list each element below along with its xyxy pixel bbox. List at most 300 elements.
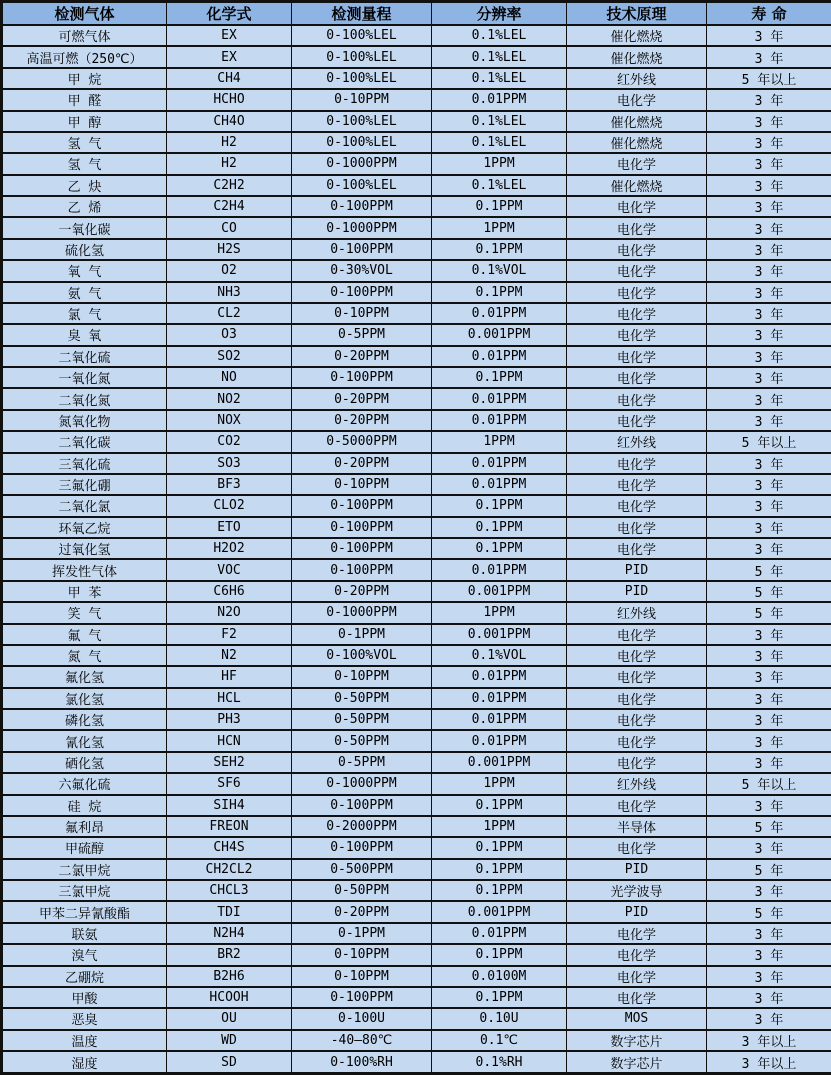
cell-formula: C2H4 [167,196,292,217]
table-row [2,111,831,132]
cell-lifespan: 3 年 [707,517,831,538]
cell-principle: PID [567,859,707,880]
column-header-gas: 检测气体 [2,2,167,26]
cell-formula: SO3 [167,453,292,474]
cell-gas: 三氟化硼 [2,474,167,495]
cell-resolution: 0.1%RH [432,1051,567,1074]
cell-range: 0-500PPM [292,859,432,880]
table-row [2,68,831,89]
table-row [2,46,831,67]
table-row [2,388,831,409]
cell-principle: 电化学 [567,388,707,409]
cell-gas: 六氟化硫 [2,773,167,794]
cell-principle: 电化学 [567,795,707,816]
cell-lifespan: 5 年 [707,602,831,623]
cell-principle: 电化学 [567,495,707,516]
cell-gas: 氮氧化物 [2,410,167,431]
cell-principle: 电化学 [567,453,707,474]
cell-range: 0-100PPM [292,196,432,217]
header-row [2,2,831,26]
cell-formula: SEH2 [167,752,292,773]
cell-resolution: 0.1PPM [432,944,567,965]
cell-lifespan: 3 年 [707,752,831,773]
cell-lifespan: 3 年 [707,837,831,858]
cell-resolution: 0.1%VOL [432,260,567,281]
cell-gas: 甲酸 [2,987,167,1008]
cell-range: 0-20PPM [292,410,432,431]
cell-gas: 甲 烷 [2,68,167,89]
cell-principle: 电化学 [567,730,707,751]
cell-formula: PH3 [167,709,292,730]
cell-formula: CHCL3 [167,880,292,901]
cell-gas: 甲 醛 [2,89,167,110]
table-body [2,25,831,1074]
cell-resolution: 0.1%LEL [432,46,567,67]
table-row [2,453,831,474]
cell-formula: CH4O [167,111,292,132]
column-header-formula: 化学式 [167,2,292,26]
table-row [2,431,831,452]
cell-resolution: 0.1PPM [432,987,567,1008]
cell-resolution: 1PPM [432,431,567,452]
cell-range: 0-1000PPM [292,773,432,794]
cell-gas: 硫化氢 [2,239,167,260]
cell-lifespan: 3 年 [707,25,831,46]
cell-principle: 电化学 [567,260,707,281]
cell-principle: 电化学 [567,987,707,1008]
cell-lifespan: 3 年 [707,410,831,431]
cell-formula: SO2 [167,346,292,367]
cell-principle: 电化学 [567,324,707,345]
cell-range: 0-10PPM [292,474,432,495]
table-row [2,217,831,238]
cell-lifespan: 3 年 [707,324,831,345]
cell-resolution: 0.1℃ [432,1030,567,1051]
cell-lifespan: 3 年 [707,944,831,965]
cell-resolution: 0.1PPM [432,517,567,538]
cell-lifespan: 3 年 [707,282,831,303]
table-row [2,1008,831,1029]
cell-resolution: 0.001PPM [432,624,567,645]
cell-range: 0-20PPM [292,581,432,602]
cell-lifespan: 3 年 [707,1008,831,1029]
cell-gas: 氨 气 [2,282,167,303]
cell-resolution: 0.1PPM [432,538,567,559]
cell-principle: 红外线 [567,602,707,623]
cell-principle: PID [567,901,707,922]
cell-range: 0-1000PPM [292,153,432,174]
cell-principle: 电化学 [567,966,707,987]
cell-resolution: 0.01PPM [432,730,567,751]
table-row [2,153,831,174]
cell-range: 0-20PPM [292,453,432,474]
cell-gas: 挥发性气体 [2,559,167,580]
cell-formula: EX [167,25,292,46]
cell-principle: 红外线 [567,68,707,89]
cell-lifespan: 3 年 [707,132,831,153]
cell-formula: CH2CL2 [167,859,292,880]
cell-range: 0-20PPM [292,388,432,409]
cell-lifespan: 3 年 [707,111,831,132]
cell-range: 0-100PPM [292,282,432,303]
cell-range: 0-20PPM [292,901,432,922]
table-row [2,666,831,687]
cell-range: 0-10PPM [292,966,432,987]
cell-formula: BF3 [167,474,292,495]
cell-range: 0-50PPM [292,880,432,901]
cell-formula: SF6 [167,773,292,794]
cell-principle: 电化学 [567,303,707,324]
cell-principle: 电化学 [567,410,707,431]
cell-gas: 硅 烷 [2,795,167,816]
cell-lifespan: 5 年 [707,901,831,922]
cell-principle: 电化学 [567,645,707,666]
cell-resolution: 0.1PPM [432,859,567,880]
cell-resolution: 0.01PPM [432,474,567,495]
cell-gas: 一氧化氮 [2,367,167,388]
cell-resolution: 0.1%LEL [432,25,567,46]
cell-lifespan: 3 年 [707,153,831,174]
cell-formula: BR2 [167,944,292,965]
cell-resolution: 0.01PPM [432,709,567,730]
cell-principle: 电化学 [567,367,707,388]
table-row [2,880,831,901]
cell-resolution: 0.1PPM [432,282,567,303]
cell-formula: WD [167,1030,292,1051]
cell-principle: 电化学 [567,923,707,944]
cell-formula: H2 [167,132,292,153]
cell-gas: 氟 气 [2,624,167,645]
cell-resolution: 1PPM [432,217,567,238]
cell-principle: 电化学 [567,624,707,645]
cell-range: 0-100PPM [292,559,432,580]
cell-gas: 氮 气 [2,645,167,666]
cell-formula: HCOOH [167,987,292,1008]
cell-lifespan: 5 年以上 [707,431,831,452]
cell-gas: 二氧化氯 [2,495,167,516]
cell-formula: NO [167,367,292,388]
cell-resolution: 0.1PPM [432,795,567,816]
column-header-principle: 技术原理 [567,2,707,26]
cell-principle: 催化燃烧 [567,132,707,153]
cell-principle: 光学波导 [567,880,707,901]
cell-range: 0-5PPM [292,752,432,773]
cell-gas: 二氧化碳 [2,431,167,452]
table-row [2,581,831,602]
cell-gas: 乙硼烷 [2,966,167,987]
cell-lifespan: 3 年 [707,709,831,730]
cell-principle: 电化学 [567,517,707,538]
cell-lifespan: 3 年 [707,645,831,666]
column-header-range: 检测量程 [292,2,432,26]
table-row [2,730,831,751]
table-row [2,837,831,858]
cell-resolution: 0.1PPM [432,196,567,217]
cell-resolution: 0.001PPM [432,901,567,922]
cell-principle: 电化学 [567,666,707,687]
cell-range: 0-50PPM [292,688,432,709]
table-row [2,474,831,495]
cell-lifespan: 3 年 [707,346,831,367]
cell-formula: CH4 [167,68,292,89]
cell-formula: NH3 [167,282,292,303]
cell-formula: H2O2 [167,538,292,559]
cell-principle: 电化学 [567,752,707,773]
cell-range: 0-30%VOL [292,260,432,281]
cell-range: 0-100PPM [292,538,432,559]
cell-principle: 电化学 [567,153,707,174]
cell-formula: CO2 [167,431,292,452]
cell-principle: 电化学 [567,944,707,965]
cell-formula: CH4S [167,837,292,858]
cell-lifespan: 5 年 [707,581,831,602]
cell-formula: HF [167,666,292,687]
cell-gas: 甲 苯 [2,581,167,602]
cell-lifespan: 5 年以上 [707,773,831,794]
cell-formula: C2H2 [167,175,292,196]
table-row [2,987,831,1008]
cell-resolution: 0.01PPM [432,388,567,409]
cell-formula: TDI [167,901,292,922]
cell-gas: 过氧化氢 [2,538,167,559]
cell-lifespan: 3 年 [707,795,831,816]
cell-gas: 甲 醇 [2,111,167,132]
cell-formula: VOC [167,559,292,580]
cell-resolution: 1PPM [432,602,567,623]
cell-resolution: 0.0100M [432,966,567,987]
cell-range: 0-5PPM [292,324,432,345]
cell-resolution: 0.1%LEL [432,132,567,153]
cell-lifespan: 3 年 [707,239,831,260]
table-row [2,688,831,709]
cell-resolution: 1PPM [432,816,567,837]
column-header-lifespan: 寿 命 [707,2,831,26]
cell-range: 0-2000PPM [292,816,432,837]
cell-lifespan: 3 年 [707,666,831,687]
table-row [2,25,831,46]
cell-range: -40—80℃ [292,1030,432,1051]
table-row [2,923,831,944]
cell-gas: 氟化氢 [2,666,167,687]
cell-formula: SD [167,1051,292,1074]
cell-resolution: 0.01PPM [432,410,567,431]
cell-principle: 电化学 [567,837,707,858]
cell-range: 0-1000PPM [292,602,432,623]
cell-lifespan: 3 年 [707,624,831,645]
cell-formula: ETO [167,517,292,538]
cell-principle: 催化燃烧 [567,175,707,196]
cell-formula: F2 [167,624,292,645]
cell-gas: 氢 气 [2,153,167,174]
cell-range: 0-100%LEL [292,25,432,46]
table-row [2,410,831,431]
cell-resolution: 0.1PPM [432,239,567,260]
table-row [2,709,831,730]
cell-principle: 电化学 [567,474,707,495]
cell-range: 0-10PPM [292,944,432,965]
cell-range: 0-1PPM [292,923,432,944]
cell-resolution: 0.001PPM [432,324,567,345]
cell-resolution: 0.1PPM [432,495,567,516]
cell-principle: 电化学 [567,89,707,110]
cell-gas: 可燃气体 [2,25,167,46]
cell-gas: 溴气 [2,944,167,965]
cell-formula: H2 [167,153,292,174]
cell-formula: EX [167,46,292,67]
cell-resolution: 0.01PPM [432,303,567,324]
cell-lifespan: 3 年 [707,367,831,388]
cell-lifespan: 3 年 [707,196,831,217]
cell-formula: OU [167,1008,292,1029]
cell-principle: PID [567,559,707,580]
cell-range: 0-100PPM [292,837,432,858]
cell-range: 0-50PPM [292,730,432,751]
table-row [2,966,831,987]
cell-formula: B2H6 [167,966,292,987]
table-row [2,859,831,880]
cell-resolution: 0.1%LEL [432,68,567,89]
table-row [2,517,831,538]
cell-lifespan: 3 年 [707,688,831,709]
cell-resolution: 0.1PPM [432,367,567,388]
cell-principle: 电化学 [567,282,707,303]
cell-range: 0-100U [292,1008,432,1029]
table-row [2,538,831,559]
cell-gas: 笑 气 [2,602,167,623]
table-row [2,239,831,260]
table-row [2,624,831,645]
cell-lifespan: 3 年 [707,987,831,1008]
table-row [2,816,831,837]
cell-lifespan: 3 年 [707,175,831,196]
cell-range: 0-5000PPM [292,431,432,452]
cell-gas: 一氧化碳 [2,217,167,238]
cell-principle: 电化学 [567,688,707,709]
cell-formula: O3 [167,324,292,345]
cell-principle: 电化学 [567,709,707,730]
cell-gas: 乙 炔 [2,175,167,196]
cell-range: 0-50PPM [292,709,432,730]
cell-formula: FREON [167,816,292,837]
table-row [2,324,831,345]
cell-gas: 氢 气 [2,132,167,153]
table-row [2,175,831,196]
cell-principle: 电化学 [567,217,707,238]
cell-range: 0-100PPM [292,495,432,516]
cell-resolution: 0.01PPM [432,453,567,474]
cell-gas: 温度 [2,1030,167,1051]
cell-lifespan: 3 年 [707,923,831,944]
table-row [2,795,831,816]
cell-range: 0-100PPM [292,795,432,816]
table-row [2,1030,831,1051]
cell-principle: 电化学 [567,346,707,367]
cell-resolution: 0.01PPM [432,666,567,687]
cell-gas: 甲硫醇 [2,837,167,858]
cell-lifespan: 5 年 [707,816,831,837]
cell-formula: HCHO [167,89,292,110]
cell-range: 0-1000PPM [292,217,432,238]
cell-lifespan: 3 年 [707,538,831,559]
table-row [2,346,831,367]
cell-resolution: 0.1PPM [432,880,567,901]
cell-formula: N2O [167,602,292,623]
cell-range: 0-100%LEL [292,46,432,67]
table-row [2,132,831,153]
table-row [2,773,831,794]
cell-principle: 催化燃烧 [567,25,707,46]
cell-formula: HCL [167,688,292,709]
cell-resolution: 0.01PPM [432,89,567,110]
table-row [2,303,831,324]
cell-range: 0-10PPM [292,666,432,687]
cell-range: 0-1PPM [292,624,432,645]
cell-formula: N2H4 [167,923,292,944]
cell-lifespan: 3 年 [707,303,831,324]
cell-lifespan: 5 年 [707,859,831,880]
cell-gas: 甲苯二异氰酸酯 [2,901,167,922]
table-row [2,196,831,217]
cell-gas: 环氧乙烷 [2,517,167,538]
cell-resolution: 0.001PPM [432,581,567,602]
cell-range: 0-100%VOL [292,645,432,666]
cell-gas: 乙 烯 [2,196,167,217]
cell-gas: 臭 氧 [2,324,167,345]
cell-resolution: 0.01PPM [432,688,567,709]
cell-range: 0-100PPM [292,517,432,538]
cell-resolution: 0.1PPM [432,837,567,858]
cell-principle: 数字芯片 [567,1030,707,1051]
cell-gas: 氯 气 [2,303,167,324]
cell-range: 0-100%RH [292,1051,432,1074]
cell-lifespan: 3 年 [707,260,831,281]
cell-resolution: 1PPM [432,153,567,174]
cell-formula: NOX [167,410,292,431]
cell-formula: N2 [167,645,292,666]
cell-lifespan: 5 年 [707,559,831,580]
cell-resolution: 0.001PPM [432,752,567,773]
table-row [2,602,831,623]
cell-principle: 电化学 [567,196,707,217]
table-row [2,282,831,303]
cell-range: 0-100%LEL [292,68,432,89]
cell-formula: CLO2 [167,495,292,516]
cell-principle: 电化学 [567,239,707,260]
cell-formula: HCN [167,730,292,751]
cell-lifespan: 3 年 [707,89,831,110]
cell-lifespan: 5 年以上 [707,68,831,89]
cell-gas: 氟利昂 [2,816,167,837]
cell-range: 0-100PPM [292,367,432,388]
cell-formula: H2S [167,239,292,260]
cell-principle: 红外线 [567,773,707,794]
table-row [2,752,831,773]
cell-gas: 湿度 [2,1051,167,1074]
cell-lifespan: 3 年 [707,966,831,987]
cell-principle: 催化燃烧 [567,111,707,132]
cell-range: 0-100%LEL [292,132,432,153]
cell-lifespan: 3 年 [707,880,831,901]
cell-range: 0-100%LEL [292,175,432,196]
cell-resolution: 0.01PPM [432,346,567,367]
cell-lifespan: 3 年 [707,730,831,751]
cell-gas: 三氧化硫 [2,453,167,474]
cell-lifespan: 3 年 [707,217,831,238]
cell-gas: 高温可燃（250℃） [2,46,167,67]
cell-range: 0-100%LEL [292,111,432,132]
cell-gas: 恶臭 [2,1008,167,1029]
cell-principle: 电化学 [567,538,707,559]
